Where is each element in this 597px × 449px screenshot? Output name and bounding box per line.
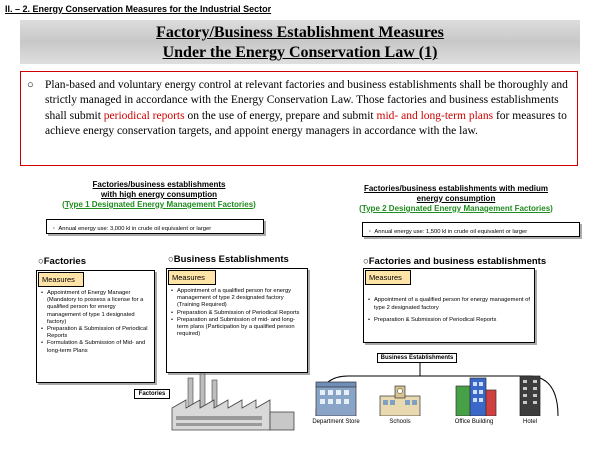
department-store-icon xyxy=(312,378,360,416)
list-item-text: Appointment of a qualified person for energy management of type 2 designated factory (Training Required) xyxy=(177,288,292,309)
both-measures-list xyxy=(368,296,532,324)
both-measures-box xyxy=(363,268,535,343)
list-item-text: Appointment of Energy Manager (Mandatory to possess a license for a qualified person for energy management of type 1 designated factory) xyxy=(47,290,144,325)
factories-heading: ○Factories xyxy=(38,256,86,267)
type1-line-1: Factories/business establishments xyxy=(92,180,226,189)
factory-illustration-icon xyxy=(166,372,298,432)
list-item: • Preparation & Submission of Periodical Reports xyxy=(41,326,151,340)
type1-energy-box: ・ Annual energy use: 3,000 kl in crude oil equivalent or larger xyxy=(46,219,264,234)
building-caption: Hotel xyxy=(522,419,537,425)
factories-measures-list xyxy=(41,290,151,355)
list-item-text: Appointment of a qualified person for energy management of type 2 designated factory xyxy=(374,297,530,311)
business-measures-list xyxy=(171,288,305,338)
list-item-text: Preparation and Submission of mid- and long-term plans (Participation by a qualified person required) xyxy=(177,316,295,338)
hotel-icon xyxy=(516,374,544,416)
business-heading: ○Business Establishments xyxy=(168,254,289,265)
business-measures-label: Measures xyxy=(168,270,216,285)
list-item: • Preparation & Submission of Periodical Reports xyxy=(171,309,300,316)
business-measures-box xyxy=(166,268,308,373)
type2-designation: (Type 2 Designated Energy Management Factories) xyxy=(359,204,553,213)
section-label: II. – 2. Energy Conservation Measures for the Industrial Sector xyxy=(5,4,272,14)
building-caption: Office Building xyxy=(454,419,494,425)
type1-line-2: with high energy consumption xyxy=(101,190,217,199)
type1-category xyxy=(40,180,278,210)
type2-designation-text: Type 2 Designated Energy Management Factories xyxy=(361,204,551,213)
factories-measures-box xyxy=(36,270,155,383)
intro-box xyxy=(20,71,578,166)
intro-highlight-mid-long-plans: mid- and long-term plans xyxy=(376,109,494,122)
type1-designation-text: Type 1 Designated Energy Management Factories xyxy=(64,200,254,209)
type2-category xyxy=(325,184,587,214)
bullet-icon: ○ xyxy=(27,79,34,91)
type2-line-2: energy consumption xyxy=(416,194,496,203)
factories-measures-label: Measures xyxy=(38,272,84,287)
list-item-text: Preparation & Submission of Periodical Reports xyxy=(47,326,148,340)
factories-illustration-label: Factories xyxy=(134,389,170,399)
list-item-text: Formulation & Submission of Mid- and long-term Plans xyxy=(47,340,146,354)
building-caption: Schools xyxy=(389,419,411,425)
intro-text-1: Plan-based and voluntary energy control at relevant factories and business establishments shall be thoroughly and strictly managed in accordance with the Energy Conservation Law. Those factories and business establishments shall submit xyxy=(45,79,568,122)
page-title-line-1: Factory/Business Establishment Measures xyxy=(156,24,444,41)
building-caption: Department Store xyxy=(312,419,360,425)
list-item: • Appointment of a qualified person for energy management of type 2 designated factory xyxy=(368,296,532,312)
both-heading: ○Factories and business establishments xyxy=(363,256,547,267)
list-item: • Appointment of Energy Manager (Mandatory to possess a license for a qualified person for energy management of type 1 designated factory) xyxy=(41,290,151,326)
type1-designation: (Type 1 Designated Energy Management Factories) xyxy=(62,200,256,209)
list-item: • Appointment of a qualified person for energy management of type 2 designated factory (Training Required) xyxy=(171,288,305,310)
title-band xyxy=(20,20,580,64)
type2-energy-box: ・ Annual energy use: 1,500 kl in crude oil equivalent or larger xyxy=(362,222,580,237)
type2-line-1: Factories/business establishments with medium xyxy=(363,184,549,193)
intro-text-2: on the use of energy, prepare and submit xyxy=(184,109,377,122)
both-measures-label: Measures xyxy=(365,270,411,285)
intro-highlight-periodical-reports: periodical reports xyxy=(103,109,185,122)
office-building-icon xyxy=(450,376,500,416)
intro-text-3: for measures to achieve energy conservation targets, and appoint energy managers in accordance with the law. xyxy=(45,109,567,137)
list-item-text: Preparation & Submission of Periodical Reports xyxy=(177,309,300,316)
page-title-line-2: Under the Energy Conservation Law (1) xyxy=(162,44,438,61)
business-illustration-label: Business Establishments xyxy=(377,353,457,363)
list-item: • Preparation and Submission of mid- and long-term plans (Participation by a qualified person required) xyxy=(171,317,305,339)
list-item: • Preparation & Submission of Periodical Reports xyxy=(368,317,497,323)
school-icon xyxy=(376,382,424,416)
list-item: • Formulation & Submission of Mid- and long-term Plans xyxy=(41,340,151,354)
list-item-text: Preparation & Submission of Periodical Reports xyxy=(374,317,497,323)
